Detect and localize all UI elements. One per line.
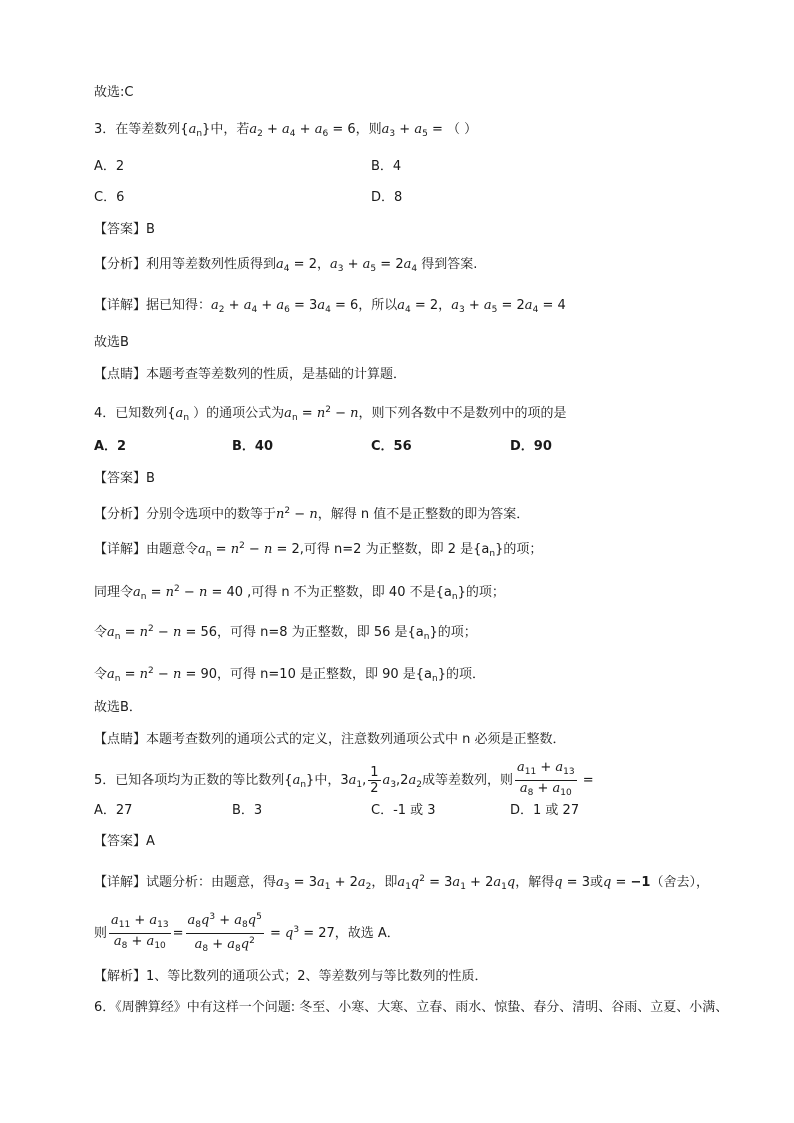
q4-comment: 【点睛】本题考查数列的通项公式的定义，注意数列通项公式中 n 必须是正整数． (94, 732, 566, 747)
q5-option-d: D．1 或 27 (510, 803, 580, 818)
q3-selection: 故选B (94, 335, 129, 350)
q5-detail-2: 则 $\frac{a_{11} + a_{13}}{a_8 + a_{10}}$ = $\frac{a_8q^3 + a_8q^5}{a_8 + a_8q^2}$ = $q^3 = 27$，故选 A． (94, 912, 400, 954)
question-5-stem: 5．已知各项均为正数的等比数列$\{a_n\}$中，$3a_1$, $\frac{1}{2}$ $a_3,2a_2$成等差数列，则 $\frac{a_{11} + a_{13}}{a_8 + a_{10}}$ = (94, 760, 594, 798)
q3-detail: 【详解】据已知得：$a_2 + a_4 + a_6 = 3a_4 = 6$，所以$a_4 = 2$，$a_3 + a_5 = 2a_4 = 4$ (94, 298, 566, 315)
q4-detail-1: 【详解】由题意令$a_n = n^2 - n = 2$,可得 n=2 为正整数，即 2 是$\{a_n\}$的项； (94, 541, 543, 559)
q5-detail-1: 【详解】试题分析：由题意，得$a_3 = 3a_1 + 2a_2$，即$a_1q^2 = 3a_1 + 2a_1q$，解得q = 3或q = −1（舍去）， (94, 874, 709, 892)
q4-detail-4: 令$a_n = n^2 - n = 90$，可得 n=10 是正整数，即 90 是$\{a_n\}$的项． (94, 666, 486, 684)
q3-option-a: A．2 (94, 159, 125, 174)
q5-option-c: C．-1 或 3 (371, 803, 436, 818)
q4-option-c: C．56 (371, 439, 412, 454)
q4-option-b: B．40 (232, 439, 273, 454)
q4-option-d: D．90 (510, 439, 552, 454)
q5-option-b: B．3 (232, 803, 263, 818)
q3-option-b: B．4 (371, 159, 402, 174)
question-4-stem: 4．已知数列{$a_n$ ）的通项公式为$a_n = n^2 - n$，则下列各数中不是数列中的项的是 (94, 405, 567, 423)
q3-option-c: C．6 (94, 190, 125, 205)
q5-answer: 【答案】A (94, 834, 155, 849)
question-3-stem: 3．在等差数列$\{a_n\}$中，若$a_2 + a_4 + a_6 = 6$，则$a_3 + a_5$ = （ ） (94, 122, 478, 139)
q3-answer: 【答案】B (94, 222, 155, 237)
q4-answer: 【答案】B (94, 471, 155, 486)
q3-option-d: D．8 (371, 190, 403, 205)
q3-comment: 【点睛】本题考查等差数列的性质，是基础的计算题． (94, 367, 407, 382)
q3-analysis: 【分析】利用等差数列性质得到$a_4 = 2$，$a_3 + a_5 = 2a_4$ 得到答案. (94, 257, 478, 274)
line-prev-answer: 故选:C (94, 85, 134, 100)
q4-detail-2: 同理令$a_n = n^2 - n = 40$ ,可得 n 不为正整数，即 40 不是$\{a_n\}$的项； (94, 584, 505, 602)
q4-selection: 故选B． (94, 700, 142, 715)
q5-option-a: A．27 (94, 803, 133, 818)
q4-option-a: A．2 (94, 439, 127, 454)
q4-analysis: 【分析】分别令选项中的数等于$n^2 - n$，解得 n 值不是正整数的即为答案． (94, 506, 530, 522)
question-6-stem: 6．《周髀算经》中有这样一个问题: 冬至、小寒、大寒、立春、雨水、惊蛰、春分、清明、谷雨、立夏、小满、 (94, 1000, 729, 1015)
q4-detail-3: 令$a_n = n^2 - n = 56$，可得 n=8 为正整数，即 56 是$\{a_n\}$的项； (94, 624, 477, 642)
q5-solution: 【解析】1、等比数列的通项公式；2、等差数列与等比数列的性质． (94, 969, 488, 984)
